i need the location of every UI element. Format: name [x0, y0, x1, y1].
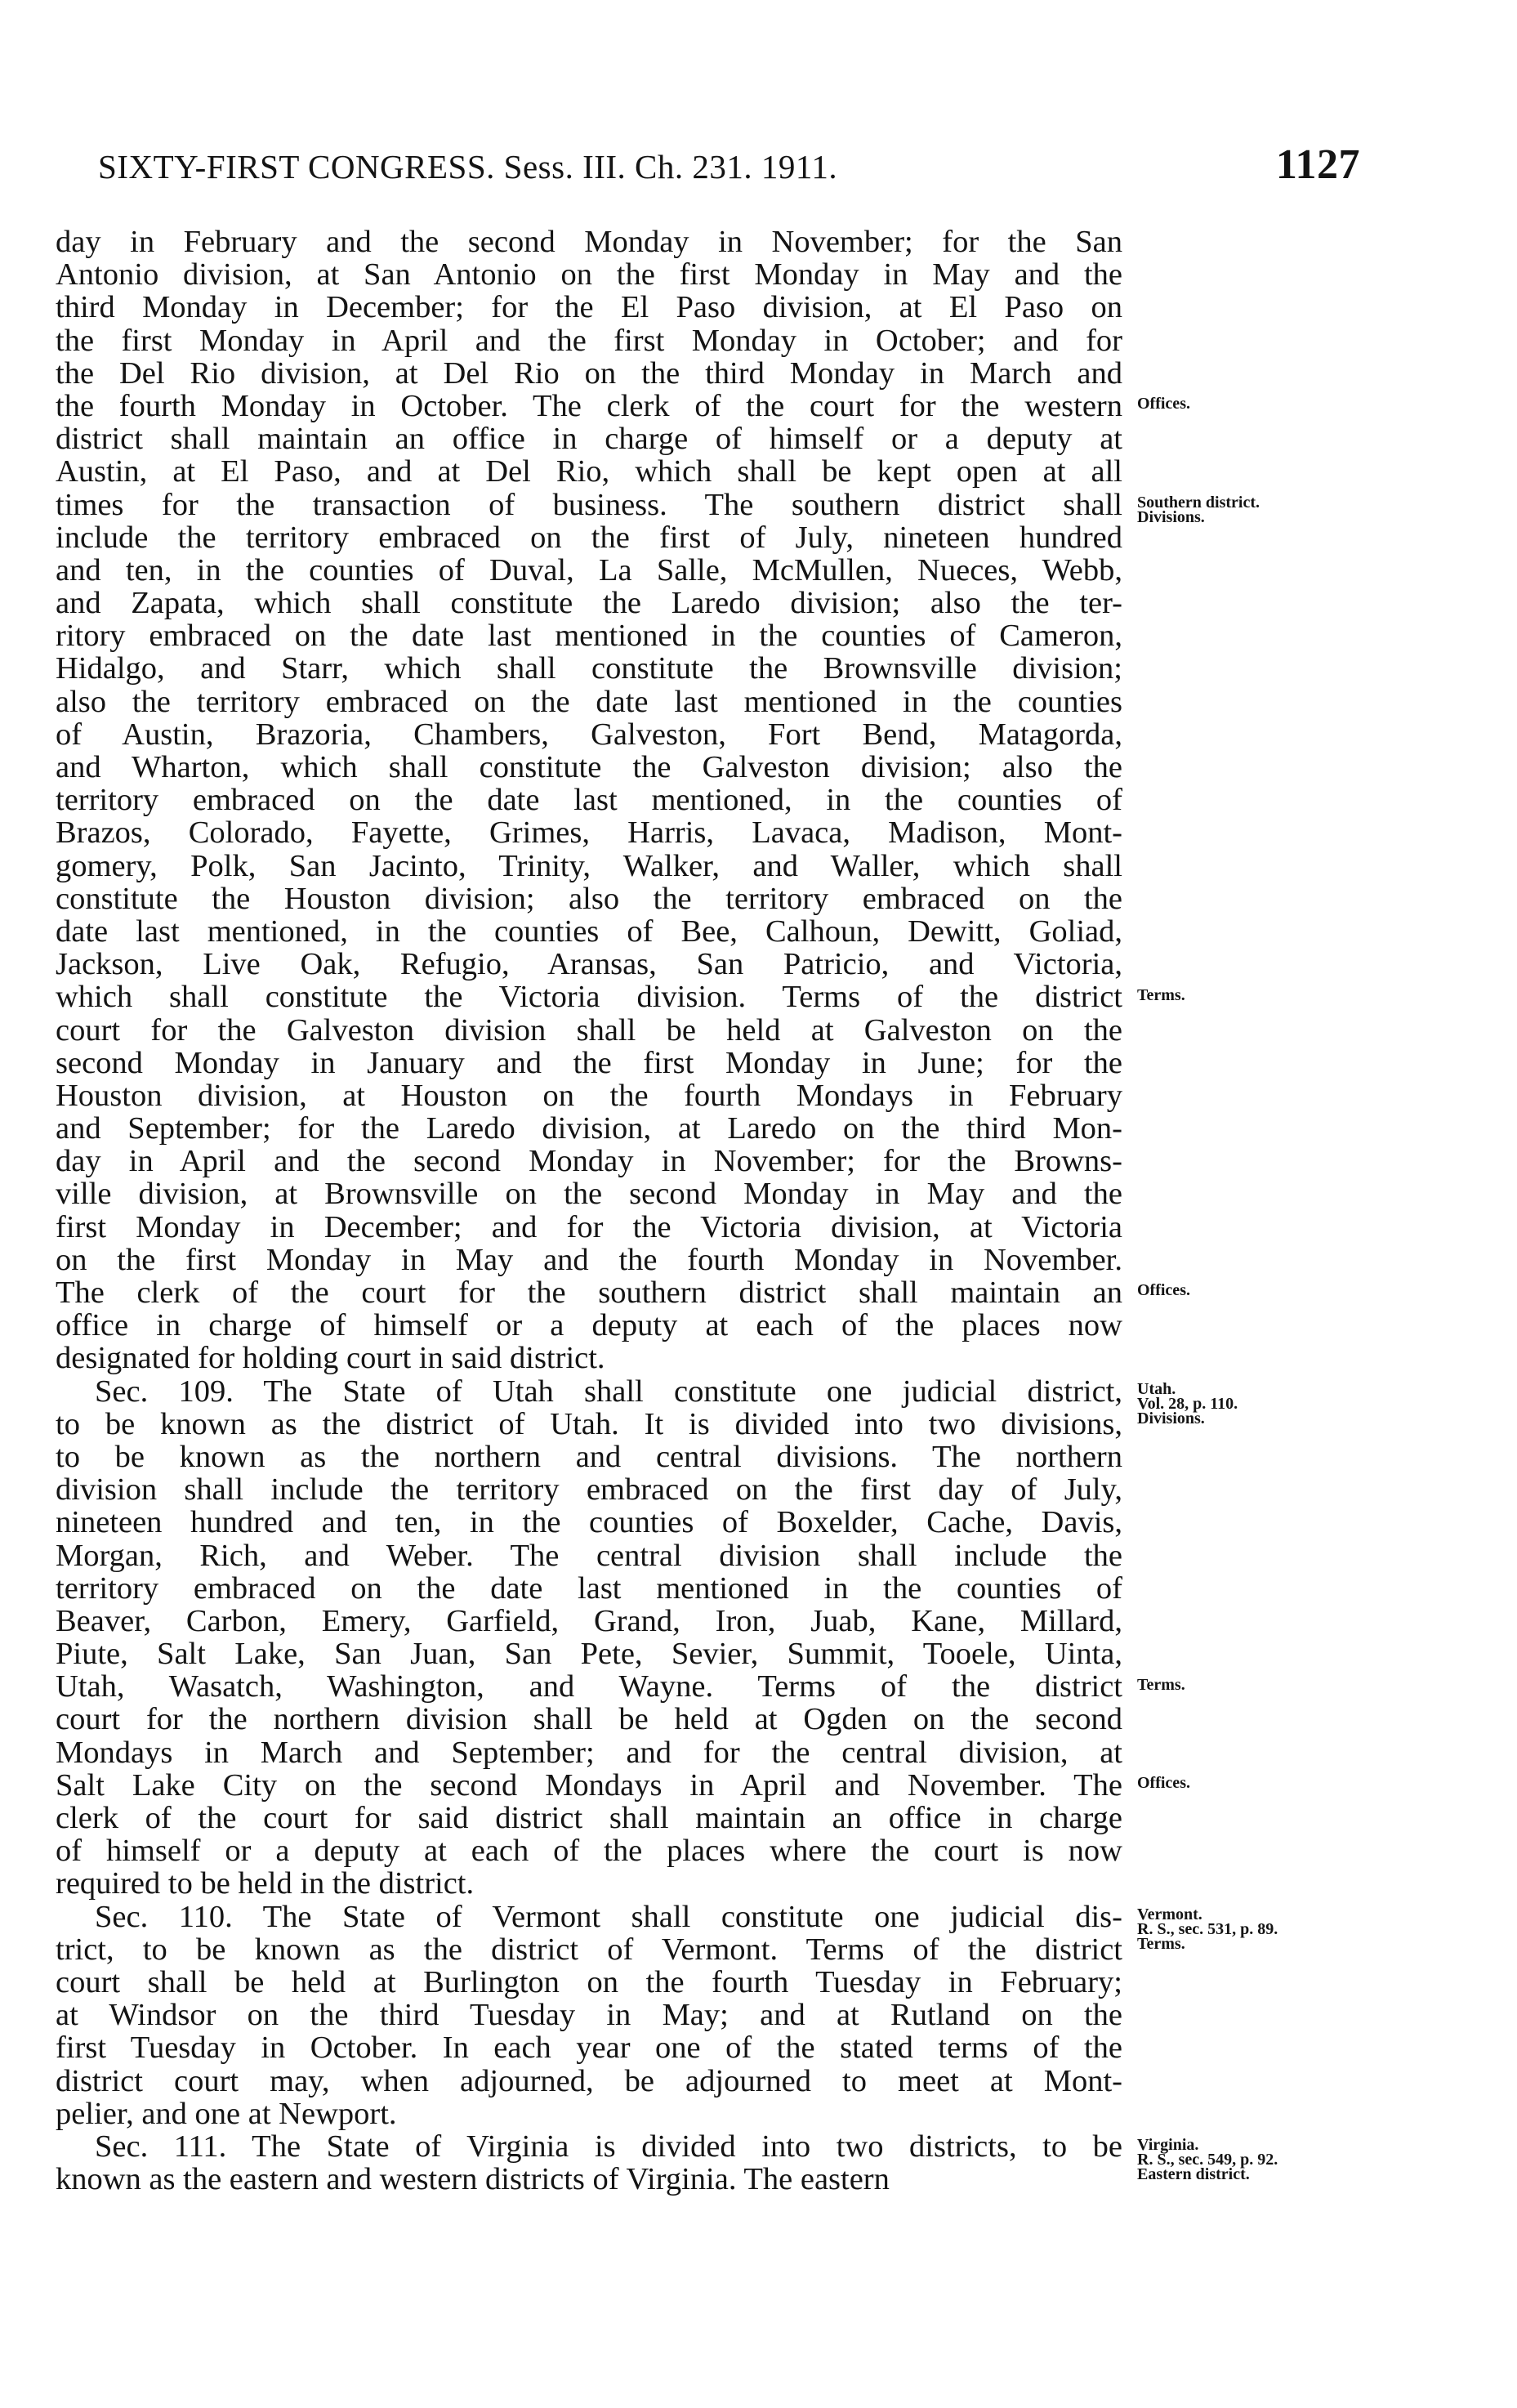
body-line: district shall maintain an office in charge of himself or a deputy at — [56, 422, 1122, 457]
body-line: third Monday in December; for the El Paso division, at El Paso on — [56, 290, 1122, 325]
body-line: required to be held in the district. — [56, 1866, 475, 1901]
margin-note-line: Terms. — [1137, 1935, 1185, 1954]
margin-note — [1137, 396, 1190, 411]
margin-note — [1137, 1774, 1190, 1793]
body-line: first Tuesday in October. In each year one of the stated terms of the — [56, 2030, 1122, 2066]
body-line: court shall be held at Burlington on the fourth Tuesday in February; — [56, 1964, 1122, 1999]
margin-note-line: Vermont. — [1137, 1905, 1202, 1924]
body-line: of himself or a deputy at each of the places where the court is now — [56, 1834, 1122, 1869]
body-line: ritory embraced on the date last mentioned in the counties of Cameron, — [56, 619, 1122, 654]
margin-note — [1137, 1283, 1190, 1298]
body-line: date last mentioned, in the counties of Bee, Calhoun, Dewitt, Goliad, — [56, 914, 1122, 949]
body-line: division shall include the territory embraced on the first day of July, — [56, 1472, 1122, 1508]
body-text — [56, 226, 1122, 2196]
body-line: which shall constitute the Victoria division. Terms of the district — [56, 980, 1122, 1015]
margin-note-line: Divisions. — [1137, 507, 1205, 526]
body-line: pelier, and one at Newport. — [56, 2096, 397, 2131]
margin-note — [1137, 1905, 1278, 1954]
margin-note-line: Southern district. — [1137, 493, 1260, 512]
body-line: district court may, when adjourned, be adjourned to meet at Mont- — [56, 2063, 1122, 2098]
body-line: Utah, Wasatch, Washington, and Wayne. Terms of the district — [56, 1669, 1122, 1704]
body-line: to be known as the northern and central divisions. The northern — [56, 1439, 1122, 1474]
running-head — [98, 141, 1360, 198]
margin-note-line: Virginia. — [1137, 2135, 1199, 2154]
body-line: known as the eastern and western districts of Virginia. The eastern — [56, 2162, 890, 2197]
body-line: territory embraced on the date last mentioned, in the counties of — [56, 783, 1122, 818]
body-line: Beaver, Carbon, Emery, Garfield, Grand, Iron, Juab, Kane, Millard, — [56, 1603, 1122, 1638]
margin-note — [1137, 1382, 1238, 1426]
margin-note-line: Offices. — [1137, 395, 1190, 413]
body-line: on the first Monday in May and the fourth Monday in November. — [56, 1242, 1122, 1277]
running-head-title: SIXTY-FIRST CONGRESS. Sess. III. Ch. 231. 1911. — [98, 148, 838, 185]
body-line: times for the transaction of business. The southern district shall — [56, 487, 1122, 522]
body-line: include the territory embraced on the first of July, nineteen hundred — [56, 520, 1122, 555]
body-line: The clerk of the court for the southern district shall maintain an — [56, 1275, 1122, 1310]
body-line: the first Monday in April and the first Monday in October; and for — [56, 323, 1122, 358]
body-line: and September; for the Laredo division, at Laredo on the third Mon- — [56, 1111, 1122, 1146]
body-line: and Wharton, which shall constitute the Galveston division; also the — [56, 750, 1122, 784]
body-line: nineteen hundred and ten, in the counties of Boxelder, Cache, Davis, — [56, 1505, 1122, 1540]
body-line: territory embraced on the date last mentioned in the counties of — [56, 1570, 1122, 1606]
margin-note-line: Utah. — [1137, 1380, 1176, 1398]
body-line: Sec. 110. The State of Vermont shall constitute one judicial dis- — [95, 1899, 1122, 1934]
body-line: Antonio division, at San Antonio on the first Monday in May and the — [56, 257, 1122, 293]
body-line: office in charge of himself or a deputy at each of the places now — [56, 1308, 1122, 1343]
margin-note-line: R. S., sec. 531, p. 89. — [1137, 1920, 1278, 1939]
margin-note-line: R. S., sec. 549, p. 92. — [1137, 2150, 1278, 2169]
margin-note-line: Eastern district. — [1137, 2165, 1250, 2183]
body-line: ville division, at Brownsville on the second Monday in May and the — [56, 1177, 1122, 1212]
body-line: of Austin, Brazoria, Chambers, Galveston, Fort Bend, Matagorda, — [56, 717, 1122, 752]
margin-note-line: Terms. — [1137, 985, 1185, 1004]
margin-note-line: Terms. — [1137, 1675, 1185, 1694]
body-line: Austin, at El Paso, and at Del Rio, which shall be kept open at all — [56, 454, 1122, 489]
body-line: Piute, Salt Lake, San Juan, San Pete, Sevier, Summit, Tooele, Uinta, — [56, 1637, 1122, 1672]
margin-note — [1137, 1675, 1185, 1694]
body-line: first Monday in December; and for the Victoria division, at Victoria — [56, 1209, 1122, 1244]
body-line: clerk of the court for said district shall maintain an office in charge — [56, 1801, 1122, 1835]
page-number: 1127 — [1275, 141, 1360, 188]
body-line: Jackson, Live Oak, Refugio, Aransas, San Patricio, and Victoria, — [56, 947, 1122, 982]
body-line: gomery, Polk, San Jacinto, Trinity, Walker, and Waller, which shall — [56, 848, 1122, 883]
body-line: day in February and the second Monday in November; for the San — [56, 225, 1122, 259]
body-line: Salt Lake City on the second Mondays in April and November. The — [56, 1767, 1122, 1803]
margin-note-line: Divisions. — [1137, 1410, 1205, 1427]
body-line: constitute the Houston division; also the territory embraced on the — [56, 881, 1122, 916]
margin-note — [1137, 985, 1185, 1004]
margin-note-line: Offices. — [1137, 1281, 1190, 1300]
body-line: and ten, in the counties of Duval, La Salle, McMullen, Nueces, Webb, — [56, 552, 1122, 587]
body-line: Sec. 109. The State of Utah shall constitute one judicial district, — [95, 1374, 1122, 1409]
body-line: second Monday in January and the first Monday in June; for the — [56, 1045, 1122, 1080]
body-line: Morgan, Rich, and Weber. The central division shall include the — [56, 1538, 1122, 1573]
body-line: and Zapata, which shall constitute the Laredo division; also the ter- — [56, 586, 1122, 621]
body-line: Sec. 111. The State of Virginia is divided into two districts, to be — [95, 2129, 1122, 2164]
body-line: also the territory embraced on the date last mentioned in the counties — [56, 684, 1122, 719]
body-line: trict, to be known as the district of Vermont. Terms of the district — [56, 1932, 1122, 1967]
margin-note — [1137, 495, 1260, 525]
body-line: day in April and the second Monday in November; for the Browns- — [56, 1144, 1122, 1179]
body-line: Hidalgo, and Starr, which shall constitute the Brownsville division; — [56, 651, 1122, 686]
body-line: the fourth Monday in October. The clerk of the court for the western — [56, 388, 1122, 423]
margin-note — [1137, 2135, 1278, 2183]
body-line: the Del Rio division, at Del Rio on the third Monday in March and — [56, 355, 1122, 391]
body-line: at Windsor on the third Tuesday in May; and at Rutland on the — [56, 1998, 1122, 2033]
body-line: court for the Galveston division shall be held at Galveston on the — [56, 1012, 1122, 1048]
body-line: court for the northern division shall be held at Ogden on the second — [56, 1702, 1122, 1737]
body-line: Brazos, Colorado, Fayette, Grimes, Harris, Lavaca, Madison, Mont- — [56, 815, 1122, 851]
body-line: Mondays in March and September; and for the central division, at — [56, 1735, 1122, 1770]
margin-note-line: Vol. 28, p. 110. — [1137, 1395, 1238, 1413]
body-line: Houston division, at Houston on the fourth Mondays in February — [56, 1078, 1122, 1113]
margin-note-line: Offices. — [1137, 1774, 1190, 1793]
body-line: designated for holding court in said district. — [56, 1341, 605, 1376]
body-line: to be known as the district of Utah. It is divided into two divisions, — [56, 1406, 1122, 1441]
